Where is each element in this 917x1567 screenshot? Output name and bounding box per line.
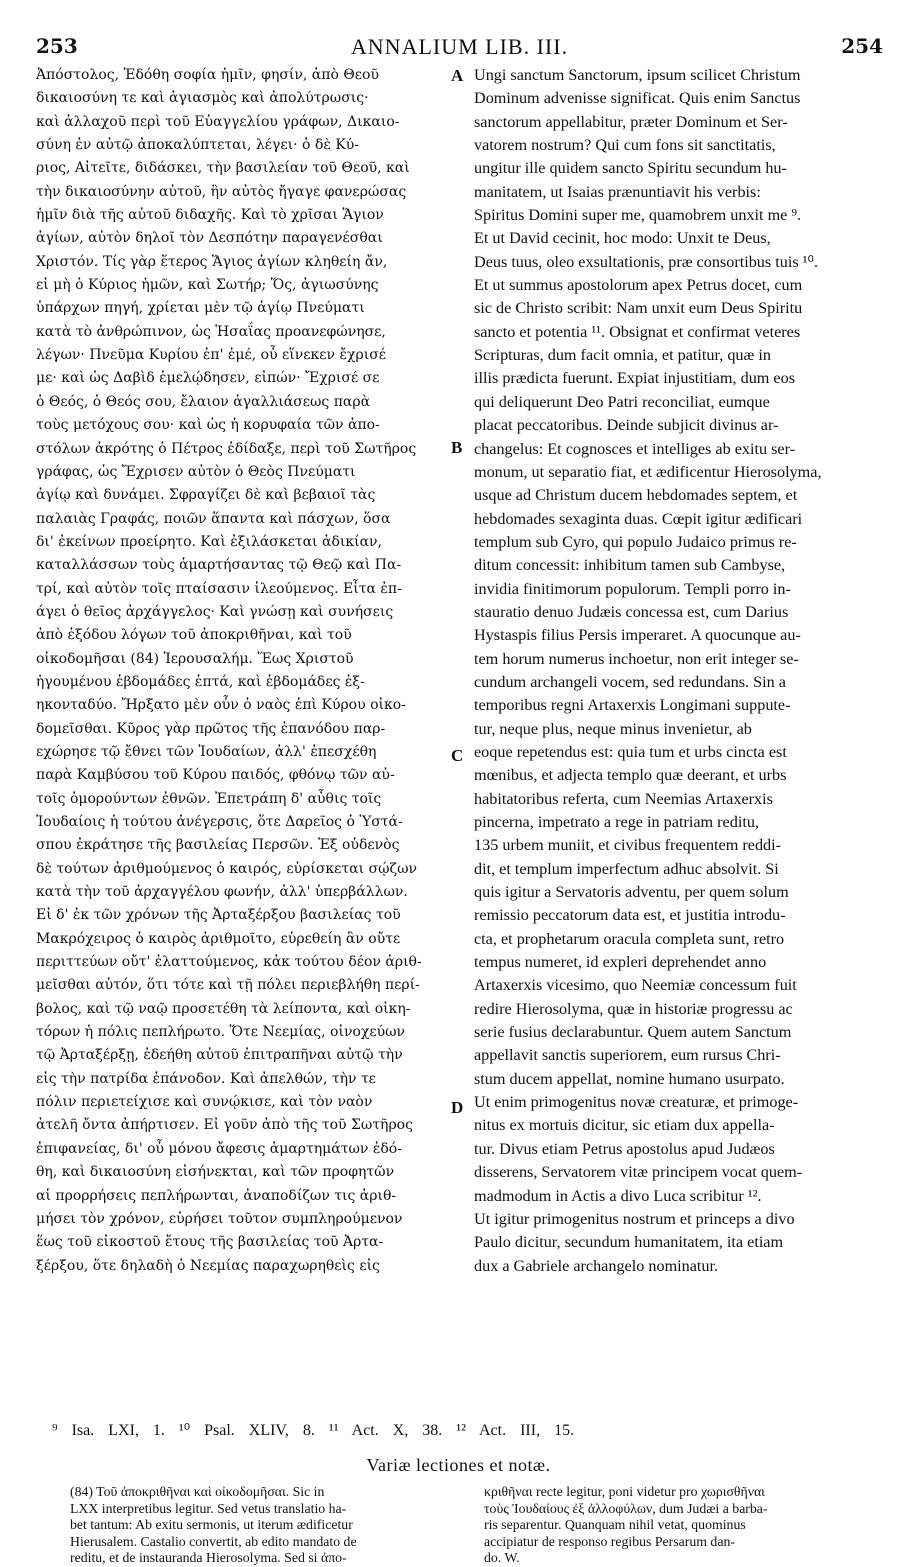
greek-text-line: τοὺς μετόχους σου· καὶ ὡς ἡ κορυφαία τῶν ἀπο- bbox=[36, 417, 380, 434]
note-line: τοὺς Ἰουδαίους ἐξ ἀλλοφύλων, dum Judæi a barba- bbox=[484, 1500, 768, 1516]
latin-text-line: tur. Divus etiam Petrus apostolus apud Judæos bbox=[474, 1139, 775, 1158]
note-line: do. W. bbox=[484, 1550, 520, 1565]
running-title: ANNALIUM LIB. III. bbox=[350, 34, 569, 59]
greek-text-line: βολος, καὶ τῷ ναῷ προσετέθη τὰ λείποντα, καὶ οἰκη- bbox=[36, 1000, 411, 1017]
note-line: κριθῆναι recte legitur, poni videtur pro χωρισθῆναι bbox=[484, 1484, 765, 1499]
greek-text-line: εχώρησε τῷ ἔθνει τῶν Ἰουδαίων, ἀλλ' ἐπεσχέθη bbox=[36, 743, 377, 760]
latin-text-line: illis prædicta fuerunt. Expiat injustitiam, dum eos bbox=[474, 369, 796, 388]
greek-text-line: ριος, Αἰτεῖτε, διδάσκει, τὴν βασιλείαν τοῦ Θεοῦ, καὶ bbox=[36, 160, 410, 177]
greek-text-line: τῷ Ἀρταξέρξῃ, ἐδεήθη αὐτοῦ ἐπιτραπῆναι αὐτῷ τὴν bbox=[36, 1047, 403, 1064]
greek-text-line: δικαιοσύνη τε καὶ ἁγιασμὸς καὶ ἀπολύτρωσις· bbox=[36, 90, 369, 107]
greek-text-line: Χριστόν. Τίς γὰρ ἕτερος Ἅγιος ἁγίων κληθείη ἄν, bbox=[36, 253, 388, 270]
greek-text-line: ἁγίων, αὐτὸν δηλοῖ τὸν Δεσπότην παραγενέσθαι bbox=[36, 230, 383, 247]
section-marker-b: B bbox=[451, 438, 463, 457]
greek-text-line: τόρων ἡ πόλις πεπλήρωτο. Ὅτε Νεεμίας, οἰνοχεύων bbox=[36, 1024, 406, 1041]
latin-text-line: dit, et templum imperfectum adhuc absolvit. Si bbox=[474, 859, 779, 878]
greek-text-line: στόλων ἀκρότης ὁ Πέτρος ἐδίδαξε, περὶ τοῦ Σωτῆρος bbox=[36, 440, 417, 457]
latin-text-column bbox=[474, 64, 882, 1278]
greek-text-line: λέγων· Πνεῦμα Κυρίου ἐπ' ἐμέ, οὗ εἵνεκεν ἔχρισέ bbox=[36, 347, 387, 364]
greek-text-line: ἀτελῆ ὄντα ἀπήρτισεν. Εἰ γοῦν ἀπὸ τῆς τοῦ Σωτῆρος bbox=[36, 1117, 413, 1134]
greek-text-line: πόλιν περιετείχισε καὶ συνῴκισε, καὶ τὸν ναὸν bbox=[36, 1094, 373, 1111]
greek-text-line: Εἰ δ' ἐκ τῶν χρόνων τῆς Ἀρταξέρξου βασιλείας τοῦ bbox=[36, 907, 401, 924]
latin-text-line: Et ut David cecinit, hoc modo: Unxit te Deus, bbox=[474, 229, 771, 248]
latin-text-line: temporibus regni Artaxerxis Longimani suppute- bbox=[474, 696, 791, 715]
greek-text-line: παλαιὰς Γραφάς, ποιῶν ἅπαντα καὶ πάσχων, ὅσα bbox=[36, 510, 391, 527]
section-marker-c: C bbox=[451, 746, 464, 765]
latin-text-line: tem horum numerus inchoetur, non erit integer se- bbox=[474, 649, 799, 668]
latin-text-line: hebdomades sexaginta duas. Cœpit igitur ædificari bbox=[474, 509, 803, 528]
latin-text-line: Dominum advenisse significat. Quis enim Sanctus bbox=[474, 89, 801, 108]
greek-text-line: δὲ τούτων ἀριθμούμενος ὁ καιρός, εὑρίσκεται σῴζων bbox=[36, 860, 418, 877]
left-page-number: 253 bbox=[36, 34, 78, 58]
latin-text-line: appellavit sanctis superiorem, eum rursus Chri- bbox=[474, 1046, 781, 1065]
running-header bbox=[36, 34, 883, 64]
greek-text-line: περιττεύων οὔτ' ἐλαττούμενος, κἀκ τούτου δέον ἀριθ- bbox=[36, 954, 422, 971]
greek-text-line: μήσει τὸν χρόνον, εὑρήσει τοῦτον συμπληρούμενον bbox=[36, 1210, 403, 1227]
greek-text-line: τοῖς ὁμορούντων ἐθνῶν. Ἐπετράπη δ' αὖθις τοῖς bbox=[36, 790, 382, 807]
greek-text-line: ὑπάρχων πηγή, χρίεται μὲν τῷ ἁγίῳ Πνεύματι bbox=[36, 300, 365, 317]
latin-text-line: sanctorum appellabitur, præter Dominum et Ser- bbox=[474, 112, 788, 131]
latin-text-line: dux a Gabriele archangelo nominatur. bbox=[474, 1256, 719, 1275]
greek-text-line: ἁγίῳ καὶ δυνάμει. Σφραγίζει δὲ καὶ βεβαιοῖ τὰς bbox=[36, 487, 376, 504]
greek-text-line: παρὰ Καμβύσου τοῦ Κύρου παιδός, φθόνῳ τῶν αὐ- bbox=[36, 767, 395, 784]
greek-text-line: τρί, καὶ αὐτὸν τοῖς πταίσασιν ἱλεούμενος. Εἶτα ἐπ- bbox=[36, 580, 402, 597]
latin-text-line: vatorem nostrum? Qui cum fons sit sanctitatis, bbox=[474, 136, 776, 155]
latin-text-line: sancto et potentia ¹¹. Obsignat et confirmat veteres bbox=[474, 322, 801, 341]
note-line: reditu, et de instauranda Hierosolyma. Sed si ἀπο- bbox=[70, 1550, 347, 1565]
greek-text-column bbox=[36, 64, 456, 1278]
note-line: bet tantum: Ab exitu sermonis, ut iterum ædificetur bbox=[70, 1517, 353, 1532]
note-line: ris separentur. Quanquam nihil vetat, quominus bbox=[484, 1517, 746, 1532]
latin-text-line: Spiritus Domini super me, quamobrem unxit me ⁹. bbox=[474, 206, 802, 225]
latin-text-line: Ungi sanctum Sanctorum, ipsum scilicet Christum bbox=[474, 66, 801, 84]
latin-text-line: qui deliquerunt Deo Patri reconciliat, eumque bbox=[474, 392, 770, 411]
latin-text-line: changelus: Et cognosces et intelliges ab exitu ser- bbox=[474, 439, 796, 458]
greek-text-line: αἱ προρρήσεις πεπλήρωνται, ἀναποδίζων τις ἀριθ- bbox=[36, 1187, 397, 1204]
note-line: (84) Τοῦ ἀποκριθῆναι καὶ οἰκοδομῆσαι. Sic in bbox=[70, 1484, 325, 1499]
greek-text-line: τὴν δικαιοσύνην αὐτοῦ, ἣν αὐτὸς ἤγαγε φανερώσας bbox=[36, 183, 407, 200]
greek-text-line: ἕως τοῦ εἰκοστοῦ ἔτους τῆς βασιλείας τοῦ Ἀρτα- bbox=[36, 1234, 384, 1251]
greek-text-line: Ἀπόστολος, Ἐδόθη σοφία ἡμῖν, φησίν, ἀπὸ Θεοῦ bbox=[36, 67, 379, 83]
latin-text-line: quis igitur a Servatoris adventu, per quem solum bbox=[474, 883, 789, 902]
latin-text-line: sic de Christo scribit: Nam unxit eum Deus Spiritu bbox=[474, 299, 803, 318]
latin-text-line: stum ducem appellat, nomine humano usurpato. bbox=[474, 1069, 785, 1088]
latin-text-line: Et ut summus apostolorum apex Petrus docet, cum bbox=[474, 276, 803, 295]
latin-text-line: tur, neque plus, neque minus invenietur, ab bbox=[474, 719, 752, 738]
section-marker-d: D bbox=[451, 1098, 464, 1117]
latin-text-line: Scripturas, dum facit omnia, et patitur, quæ in bbox=[474, 346, 771, 365]
variae-lectiones-heading: Variæ lectiones et notæ. bbox=[366, 1455, 551, 1475]
greek-text-line: γράφας, ὡς Ἔχρισεν αὐτὸν ὁ Θεὸς Πνεύματι bbox=[36, 463, 356, 480]
latin-text-line: Ut igitur primogenitus nostrum et princeps a divo bbox=[474, 1209, 795, 1228]
latin-text-line: invidia finitimorum populorum. Templi porro in- bbox=[474, 579, 791, 598]
note-line: accipiatur de responso regibus Persarum dan- bbox=[484, 1533, 735, 1549]
note-line: LXX interpretibus legitur. Sed vetus translatio ha- bbox=[70, 1500, 347, 1516]
latin-text-line: usque ad Christum ducem hebdomades septem, et bbox=[474, 486, 798, 505]
latin-text-line: disserens, Servatorem vitæ principem vocat quem- bbox=[474, 1163, 803, 1182]
latin-text-line: ungitur ille quidem sancto Spiritu secundum hu- bbox=[474, 159, 787, 178]
notes-right-column bbox=[484, 1484, 888, 1567]
latin-text-line: mœnibus, et adjecta templo quæ deerant, et urbs bbox=[474, 766, 787, 785]
latin-text-line: serie fusius declarabuntur. Quem autem Sanctum bbox=[474, 1023, 792, 1042]
greek-text-line: μεῖσθαι αὐτόν, ὅτι τότε καὶ τῇ πόλει περιεβλήθη περί- bbox=[36, 977, 420, 994]
greek-text-line: με· καὶ ὡς Δαβὶδ ἐμελῴδησεν, εἰπών· Ἔχρισέ σε bbox=[36, 370, 380, 387]
greek-text-line: ἐπιφανείας, δι' οὗ μόνου ἄφεσις ἁμαρτημάτων ἐδό- bbox=[36, 1140, 402, 1157]
latin-text-line: Paulo dicitur, secundum humanitatem, ita etiam bbox=[474, 1233, 784, 1252]
greek-text-line: ὁ Θεός, ὁ Θεός σου, ἔλαιον ἀγαλλιάσεως παρὰ bbox=[36, 393, 371, 410]
greek-text-line: καὶ ἀλλαχοῦ περὶ τοῦ Εὐαγγελίου γράφων, Δικαιο- bbox=[36, 113, 400, 130]
latin-text-line: 135 urbem muniit, et civibus frequentem reddi- bbox=[474, 836, 782, 855]
latin-text-line: Hystaspis filius Persis imperaret. A quocunque au- bbox=[474, 626, 801, 645]
latin-text-line: remissio peccatorum data est, et justitia introdu- bbox=[474, 906, 786, 925]
note-line: Hierusalem. Castalio convertit, ab edito mandato de bbox=[70, 1533, 357, 1549]
latin-text-line: eoque repetendus est: quia tum et urbs cincta est bbox=[474, 742, 787, 761]
latin-text-line: cta, et prophetarum oracula completa sunt, retro bbox=[474, 929, 785, 948]
greek-text-line: κατὰ τὸ ἀνθρώπινον, ὡς Ἡσαΐας προανεφώνησε, bbox=[36, 323, 386, 340]
latin-text-line: Ut enim primogenitus novæ creaturæ, et primoge- bbox=[474, 1093, 799, 1112]
latin-text-line: Artaxerxis vicesimo, quo Neemiæ concessum fuit bbox=[474, 976, 797, 995]
greek-text-line: άγει ὁ θεῖος ἀρχάγγελος· Καὶ γνώσῃ καὶ συνήσεις bbox=[36, 603, 394, 620]
greek-text-line: ἡμῖν διὰ τῆς αὐτοῦ διδαχῆς. Καὶ τὸ χρῖσαι Ἅγιον bbox=[36, 207, 384, 224]
latin-text-line: ditum concessit: inhibitum tamen sub Cambyse, bbox=[474, 556, 786, 575]
greek-text-line: σπου ἐκράτησε τῆς βασιλείας Περσῶν. Ἐξ οὐδενὸς bbox=[36, 837, 400, 854]
greek-text-line: εἰς τὴν πατρίδα ἐπάνοδον. Καὶ ἀπελθών, τὴν τε bbox=[36, 1070, 376, 1087]
greek-text-line: καταλλάσσων τοὺς ἁμαρτήσαντας τῷ Θεῷ καὶ Πα- bbox=[36, 557, 402, 574]
greek-text-line: ἡγουμένου ἑβδομάδες ἑπτά, καὶ ἑβδομάδες ἑξ- bbox=[36, 673, 365, 690]
notes-left-column bbox=[70, 1484, 462, 1567]
footnotes: ⁹ Isa. LXI, 1. ¹⁰ Psal. XLIV, 8. ¹¹ Act. X, 38. ¹² Act. III, 15. bbox=[52, 1422, 575, 1439]
latin-text-line: stauratio denuo Judæis concessa est, cum Darius bbox=[474, 602, 789, 621]
latin-text-line: tempus numeret, id expleri deprehendet anno bbox=[474, 953, 767, 972]
greek-text-line: εἰ μὴ ὁ Κύριος ἡμῶν, καὶ Σωτήρ; Ὅς, ἁγιωσύνης bbox=[36, 277, 379, 294]
section-marker-a: A bbox=[451, 66, 464, 85]
greek-text-line: Ἰουδαίοις ἡ τούτου ἀνέγερσις, ὅτε Δαρεῖος ὁ Ὑστά- bbox=[36, 814, 403, 830]
greek-text-line: ἀπὸ ἐξόδου λόγων τοῦ ἀποκριθῆναι, καὶ τοῦ bbox=[36, 627, 352, 644]
greek-text-line: θη, καὶ δικαιοσύνη εἰσήνεκται, καὶ τῶν προφητῶν bbox=[36, 1164, 395, 1181]
greek-text-line: Μακρόχειρος ὁ καιρὸς ἀριθμοῖτο, εὑρεθείη ἂν οὔτε bbox=[36, 930, 401, 947]
greek-text-line: δομεῖσθαι. Κῦρος γὰρ πρῶτος τῆς ἐπανόδου παρ- bbox=[36, 720, 386, 737]
latin-text-line: placat peccatoribus. Deinde subjicit divinus ar- bbox=[474, 416, 779, 435]
greek-text-line: σύνη ἐν αὐτῷ ἀποκαλύπτεται, λέγει· ὁ δὲ Κύ- bbox=[36, 137, 360, 154]
latin-text-line: pincerna, impetrato a rege in patriam reditu, bbox=[474, 813, 759, 831]
latin-text-line: manitatem, ut Isaias prænuntiavit his verbis: bbox=[474, 182, 761, 201]
greek-text-line: δι' ἐκείνων προείρητο. Καὶ ἐξιλάσκεται ἀδικίαν, bbox=[36, 533, 383, 550]
greek-text-line: οἰκοδομῆσαι (84) Ἱερουσαλήμ. Ἕως Χριστοῦ bbox=[36, 650, 354, 667]
right-page-number: 254 bbox=[841, 34, 883, 58]
greek-text-line: ηκονταδύο. Ἤρξατο μὲν οὖν ὁ ναὸς ἐπὶ Κύρου οἰκο- bbox=[36, 697, 406, 714]
latin-text-line: redire Hierosolyma, quæ in historiæ progressu ac bbox=[474, 999, 793, 1018]
latin-text-line: templum sub Cyro, qui populo Judaico primus re- bbox=[474, 532, 797, 551]
greek-text-line: ξέρξου, ὅτε δηλαδὴ ὁ Νεεμίας παραχωρηθεὶς εἰς bbox=[36, 1257, 380, 1274]
latin-text-line: monum, ut separatio fiat, et ædificentur Hierosolyma, bbox=[474, 462, 822, 481]
latin-text-line: cundum archangeli vocem, sed redundans. Sin a bbox=[474, 672, 786, 691]
latin-text-line: madmodum in Actis a divo Luca scribitur ¹². bbox=[474, 1186, 762, 1205]
greek-text-line: κατὰ τὴν τοῦ ἀρχαγγέλου φωνήν, ἀλλ' ὑπερβάλλων. bbox=[36, 884, 408, 901]
latin-text-line: habitatoribus referta, cum Neemias Artaxerxis bbox=[474, 789, 773, 808]
latin-text-line: nitus ex mortuis dicitur, sic etiam dux appella- bbox=[474, 1116, 775, 1135]
latin-text-line: Deus tuus, oleo exsultationis, præ consortibus tuis ¹⁰. bbox=[474, 252, 819, 271]
